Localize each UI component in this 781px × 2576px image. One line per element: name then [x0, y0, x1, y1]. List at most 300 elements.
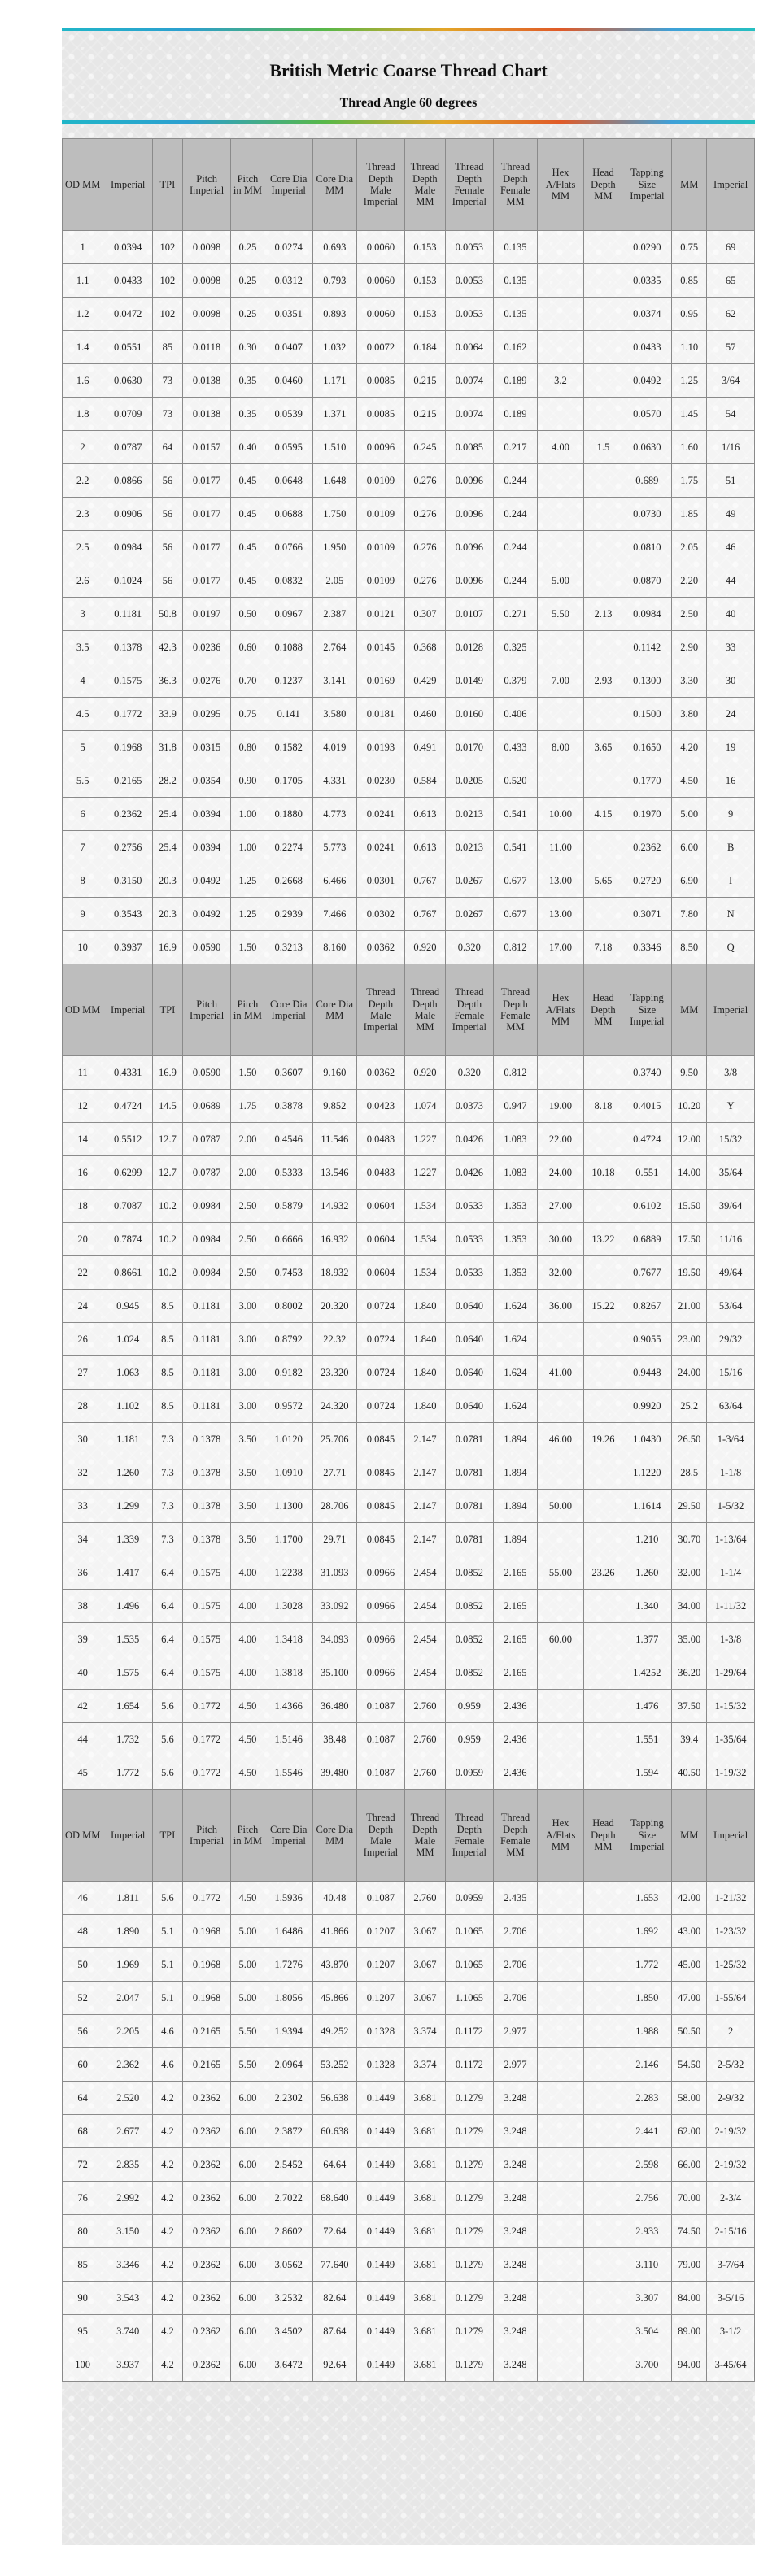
- table-cell: 1.624: [494, 1390, 537, 1423]
- table-cell: 0.25: [231, 298, 264, 331]
- table-cell: [584, 564, 622, 598]
- table-cell: 1.1700: [264, 1523, 313, 1556]
- table-cell: 1.5546: [264, 1756, 313, 1790]
- table-cell: 4.2: [153, 2282, 183, 2315]
- table-cell: 24.00: [672, 1356, 707, 1390]
- table-cell: 4.2: [153, 2248, 183, 2282]
- table-cell: 4.00: [231, 1623, 264, 1656]
- table-cell: 0.0781: [445, 1490, 494, 1523]
- table-cell: 62.00: [672, 2115, 707, 2148]
- table-row: [63, 664, 755, 698]
- table-cell: 0.1279: [445, 2182, 494, 2215]
- table-cell: 0.0213: [445, 798, 494, 831]
- table-cell: 0.4724: [103, 1090, 153, 1123]
- table-cell: 0.0138: [182, 398, 231, 431]
- table-cell: 0.0781: [445, 1423, 494, 1456]
- table-cell: 5.6: [153, 1882, 183, 1915]
- column-header: Imperial: [103, 139, 153, 231]
- table-cell: 0.135: [494, 298, 537, 331]
- table-cell: 31.8: [153, 731, 183, 764]
- table-cell: 1.227: [405, 1123, 445, 1156]
- table-cell: 3.00: [231, 1390, 264, 1423]
- bottom-rainbow-rule: [62, 120, 755, 124]
- table-cell: 25.4: [153, 798, 183, 831]
- table-cell: 12.7: [153, 1156, 183, 1190]
- table-cell: 7.3: [153, 1423, 183, 1456]
- table-cell: 1.210: [622, 1523, 672, 1556]
- table-cell: 32.00: [672, 1556, 707, 1590]
- table-cell: [584, 298, 622, 331]
- column-header: Thread Depth Female MM: [494, 964, 537, 1056]
- table-cell: 2-5/32: [707, 2048, 755, 2082]
- table-cell: 0.0230: [356, 764, 405, 798]
- table-cell: 0.1772: [182, 1690, 231, 1723]
- table-cell: 40.50: [672, 1756, 707, 1790]
- table-cell: 3.346: [103, 2248, 153, 2282]
- table-cell: 0.9572: [264, 1390, 313, 1423]
- table-cell: [537, 1690, 584, 1723]
- table-cell: 0.0213: [445, 831, 494, 864]
- table-cell: 19.00: [537, 1090, 584, 1123]
- table-cell: 64: [153, 431, 183, 464]
- table-cell: 0.1172: [445, 2015, 494, 2048]
- column-header: Head Depth MM: [584, 139, 622, 231]
- table-cell: 0.0098: [182, 231, 231, 264]
- table-row: [63, 1915, 755, 1948]
- table-cell: 0.379: [494, 664, 537, 698]
- header-row: [63, 964, 755, 1056]
- table-cell: 27: [63, 1356, 103, 1390]
- table-cell: 0.1279: [445, 2215, 494, 2248]
- thread-chart-sheet: [62, 28, 755, 2545]
- table-cell: 2.00: [231, 1123, 264, 1156]
- table-cell: 0.2362: [182, 2248, 231, 2282]
- table-cell: 5.65: [584, 864, 622, 898]
- table-cell: [537, 2048, 584, 2082]
- table-cell: 0.1279: [445, 2315, 494, 2348]
- table-cell: 0.8792: [264, 1323, 313, 1356]
- table-cell: 1-19/32: [707, 1756, 755, 1790]
- table-cell: 3.681: [405, 2148, 445, 2182]
- table-cell: 50.8: [153, 598, 183, 631]
- column-header: Head Depth MM: [584, 1790, 622, 1882]
- table-cell: 0.2939: [264, 898, 313, 931]
- table-cell: 35.00: [672, 1623, 707, 1656]
- table-cell: 0.0362: [356, 931, 405, 964]
- table-cell: 56: [63, 2015, 103, 2048]
- table-cell: 5.50: [231, 2048, 264, 2082]
- table-row: [63, 2348, 755, 2382]
- table-cell: 0.0170: [445, 731, 494, 764]
- table-cell: 11.546: [313, 1123, 356, 1156]
- table-cell: [537, 2348, 584, 2382]
- table-cell: [584, 1590, 622, 1623]
- table-cell: 0.45: [231, 531, 264, 564]
- column-header: OD MM: [63, 1790, 103, 1882]
- table-cell: 1.1300: [264, 1490, 313, 1523]
- table-cell: 0.244: [494, 564, 537, 598]
- table-cell: 1.50: [231, 1056, 264, 1090]
- table-cell: 0.6299: [103, 1156, 153, 1190]
- table-cell: 56: [153, 531, 183, 564]
- table-cell: 0.0060: [356, 264, 405, 298]
- table-cell: 24.320: [313, 1390, 356, 1423]
- table-cell: 1-15/32: [707, 1690, 755, 1723]
- table-cell: 3.374: [405, 2015, 445, 2048]
- table-cell: [537, 1456, 584, 1490]
- table-cell: 5.00: [231, 1948, 264, 1982]
- table-cell: 38: [63, 1590, 103, 1623]
- table-cell: 1.648: [313, 464, 356, 498]
- table-cell: 2.520: [103, 2082, 153, 2115]
- table-row: [63, 1623, 755, 1656]
- table-cell: 2.677: [103, 2115, 153, 2148]
- table-cell: 2.93: [584, 664, 622, 698]
- table-cell: I: [707, 864, 755, 898]
- table-cell: 24: [63, 1290, 103, 1323]
- table-cell: 64.64: [313, 2148, 356, 2182]
- table-cell: [537, 1756, 584, 1790]
- column-header: Core Dia Imperial: [264, 964, 313, 1056]
- table-cell: 0.0533: [445, 1256, 494, 1290]
- table-cell: [537, 1915, 584, 1948]
- table-cell: 50.50: [672, 2015, 707, 2048]
- table-cell: 0.8661: [103, 1256, 153, 1290]
- table-cell: 33: [63, 1490, 103, 1523]
- table-cell: 0.0109: [356, 464, 405, 498]
- table-cell: 0.9448: [622, 1356, 672, 1390]
- table-cell: 0.0160: [445, 698, 494, 731]
- table-cell: 2.0964: [264, 2048, 313, 2082]
- table-cell: 3/8: [707, 1056, 755, 1090]
- table-cell: 0.307: [405, 598, 445, 631]
- table-cell: 0.0630: [622, 431, 672, 464]
- table-cell: 0.0109: [356, 498, 405, 531]
- table-cell: 0.1449: [356, 2348, 405, 2382]
- column-header: MM: [672, 964, 707, 1056]
- table-cell: 0.0096: [445, 564, 494, 598]
- table-cell: 39.480: [313, 1756, 356, 1790]
- table-cell: 0.0312: [264, 264, 313, 298]
- table-cell: 2.760: [405, 1690, 445, 1723]
- table-cell: 29/32: [707, 1323, 755, 1356]
- table-cell: 1-35/64: [707, 1723, 755, 1756]
- table-cell: 1.811: [103, 1882, 153, 1915]
- table-cell: 0.945: [103, 1290, 153, 1323]
- table-cell: 0.276: [405, 498, 445, 531]
- table-cell: [537, 531, 584, 564]
- table-cell: 1.551: [622, 1723, 672, 1756]
- table-cell: 33.092: [313, 1590, 356, 1623]
- table-cell: 0.1575: [103, 664, 153, 698]
- table-cell: 3.248: [494, 2315, 537, 2348]
- table-cell: 0.0570: [622, 398, 672, 431]
- table-cell: 11/16: [707, 1223, 755, 1256]
- table-cell: 26: [63, 1323, 103, 1356]
- table-row: [63, 1223, 755, 1256]
- column-header: TPI: [153, 1790, 183, 1882]
- table-cell: 0.0870: [622, 564, 672, 598]
- table-cell: 5.1: [153, 1915, 183, 1948]
- table-cell: 33.9: [153, 698, 183, 731]
- table-cell: 5.1: [153, 1982, 183, 2015]
- table-cell: 48: [63, 1915, 103, 1948]
- table-cell: 1.624: [494, 1290, 537, 1323]
- table-cell: 36.480: [313, 1690, 356, 1723]
- table-cell: 10.20: [672, 1090, 707, 1123]
- table-cell: 0.244: [494, 531, 537, 564]
- table-cell: 0.491: [405, 731, 445, 764]
- table-cell: 3-1/2: [707, 2315, 755, 2348]
- table-cell: [537, 231, 584, 264]
- table-cell: 13.22: [584, 1223, 622, 1256]
- table-cell: 1.2238: [264, 1556, 313, 1590]
- table-cell: 42: [63, 1690, 103, 1723]
- table-cell: 8.5: [153, 1390, 183, 1423]
- table-cell: 5.6: [153, 1723, 183, 1756]
- table-cell: 1.7276: [264, 1948, 313, 1982]
- table-cell: 1.260: [622, 1556, 672, 1590]
- table-cell: 6.00: [672, 831, 707, 864]
- table-cell: 82.64: [313, 2282, 356, 2315]
- table-cell: 1.750: [313, 498, 356, 531]
- table-cell: 0.2362: [622, 831, 672, 864]
- table-cell: 0.1772: [182, 1756, 231, 1790]
- table-cell: 0.1024: [103, 564, 153, 598]
- table-cell: [584, 2248, 622, 2282]
- table-cell: 0.1705: [264, 764, 313, 798]
- table-row: [63, 1948, 755, 1982]
- table-cell: 0.1500: [622, 698, 672, 731]
- table-cell: 0.0145: [356, 631, 405, 664]
- table-cell: 3.681: [405, 2282, 445, 2315]
- table-cell: 0.0276: [182, 664, 231, 698]
- table-cell: 0.1378: [182, 1456, 231, 1490]
- table-cell: 0.1449: [356, 2082, 405, 2115]
- table-cell: 0.0967: [264, 598, 313, 631]
- table-cell: 1-29/64: [707, 1656, 755, 1690]
- table-cell: 47.00: [672, 1982, 707, 2015]
- table-cell: 4: [63, 664, 103, 698]
- table-cell: 4.20: [672, 731, 707, 764]
- table-cell: 23.26: [584, 1556, 622, 1590]
- table-cell: 0.189: [494, 398, 537, 431]
- table-row: [63, 564, 755, 598]
- table-cell: 1.894: [494, 1423, 537, 1456]
- table-cell: 6.00: [231, 2348, 264, 2382]
- table-cell: 6.00: [231, 2148, 264, 2182]
- table-cell: 0.1065: [445, 1915, 494, 1948]
- table-row: [63, 1882, 755, 1915]
- table-cell: 0.0460: [264, 364, 313, 398]
- table-cell: 0.0295: [182, 698, 231, 731]
- table-cell: 0.0852: [445, 1556, 494, 1590]
- table-cell: 102: [153, 298, 183, 331]
- table-cell: 0.95: [672, 298, 707, 331]
- table-cell: 5.1: [153, 1948, 183, 1982]
- table-cell: 0.7087: [103, 1190, 153, 1223]
- table-cell: 0.1065: [445, 1948, 494, 1982]
- table-cell: 4.50: [231, 1723, 264, 1756]
- table-cell: [584, 2215, 622, 2248]
- table-cell: 0.9920: [622, 1390, 672, 1423]
- table-cell: 1.340: [622, 1590, 672, 1623]
- table-cell: 3.248: [494, 2115, 537, 2148]
- column-header: Thread Depth Male Imperial: [356, 139, 405, 231]
- table-cell: [537, 331, 584, 364]
- table-cell: [537, 1390, 584, 1423]
- table-cell: 0.0966: [356, 1556, 405, 1590]
- column-header: TPI: [153, 964, 183, 1056]
- table-row: [63, 2182, 755, 2215]
- table-cell: 0.2668: [264, 864, 313, 898]
- table-cell: 0.0053: [445, 298, 494, 331]
- table-cell: 0.6666: [264, 1223, 313, 1256]
- table-row: [63, 1523, 755, 1556]
- table-cell: 45.00: [672, 1948, 707, 1982]
- table-cell: 0.2362: [182, 2315, 231, 2348]
- table-cell: 45.866: [313, 1982, 356, 2015]
- table-cell: [584, 631, 622, 664]
- table-cell: 0.0193: [356, 731, 405, 764]
- table-cell: 1.45: [672, 398, 707, 431]
- table-cell: 0.1237: [264, 664, 313, 698]
- table-cell: 8.5: [153, 1356, 183, 1390]
- table-cell: 10.2: [153, 1256, 183, 1290]
- table-cell: 1.4252: [622, 1656, 672, 1690]
- table-cell: 10: [63, 931, 103, 964]
- table-cell: Q: [707, 931, 755, 964]
- table-cell: 5.6: [153, 1690, 183, 1723]
- table-cell: 2.977: [494, 2048, 537, 2082]
- table-cell: 0.0169: [356, 664, 405, 698]
- table-cell: 60: [63, 2048, 103, 2082]
- table-cell: 3.067: [405, 1948, 445, 1982]
- header-row: [63, 1790, 755, 1882]
- table-cell: [537, 1523, 584, 1556]
- table-cell: [584, 1948, 622, 1982]
- table-cell: 0.0335: [622, 264, 672, 298]
- table-cell: 0.276: [405, 564, 445, 598]
- table-cell: 2.147: [405, 1456, 445, 1490]
- table-cell: 1.10: [672, 331, 707, 364]
- table-cell: 13.00: [537, 898, 584, 931]
- table-cell: 6.90: [672, 864, 707, 898]
- column-header: Thread Depth Male MM: [405, 139, 445, 231]
- table-cell: 1.353: [494, 1256, 537, 1290]
- table-cell: [537, 2315, 584, 2348]
- table-cell: 89.00: [672, 2315, 707, 2348]
- column-header: Thread Depth Male Imperial: [356, 1790, 405, 1882]
- table-cell: 0.0085: [356, 364, 405, 398]
- table-cell: 2.454: [405, 1656, 445, 1690]
- table-cell: 30: [707, 664, 755, 698]
- table-cell: 3.681: [405, 2182, 445, 2215]
- table-cell: 10.2: [153, 1223, 183, 1256]
- table-cell: 1.969: [103, 1948, 153, 1982]
- table-cell: [584, 2282, 622, 2315]
- table-cell: 0.0787: [103, 431, 153, 464]
- table-cell: 0.320: [445, 1056, 494, 1090]
- table-cell: 4.2: [153, 2182, 183, 2215]
- table-cell: 3.067: [405, 1915, 445, 1948]
- table-cell: [537, 2082, 584, 2115]
- table-cell: 3.248: [494, 2148, 537, 2182]
- table-cell: 3.307: [622, 2282, 672, 2315]
- table-cell: 10.2: [153, 1190, 183, 1223]
- table-cell: 0.0492: [182, 898, 231, 931]
- table-cell: 4.331: [313, 764, 356, 798]
- table-row: [63, 2015, 755, 2048]
- table-cell: 0.0098: [182, 264, 231, 298]
- table-cell: 2-19/32: [707, 2115, 755, 2148]
- thread-table: [62, 138, 755, 2382]
- table-row: [63, 2082, 755, 2115]
- table-cell: 0.677: [494, 898, 537, 931]
- table-cell: 0.959: [445, 1690, 494, 1723]
- table-cell: 4.15: [584, 798, 622, 831]
- table-cell: 0.244: [494, 498, 537, 531]
- table-cell: 29.50: [672, 1490, 707, 1523]
- table-cell: 8.5: [153, 1290, 183, 1323]
- table-cell: 1.25: [231, 898, 264, 931]
- table-cell: 5.00: [537, 564, 584, 598]
- table-cell: [584, 1623, 622, 1656]
- table-cell: 16: [707, 764, 755, 798]
- table-cell: 8.50: [672, 931, 707, 964]
- table-cell: 0.5333: [264, 1156, 313, 1190]
- table-cell: 1.102: [103, 1390, 153, 1423]
- table-cell: 0.677: [494, 864, 537, 898]
- table-cell: 1.2: [63, 298, 103, 331]
- table-cell: 3.2: [537, 364, 584, 398]
- table-cell: 0.0604: [356, 1190, 405, 1223]
- table-cell: 3.248: [494, 2182, 537, 2215]
- table-cell: 0.153: [405, 264, 445, 298]
- table-cell: 0.2274: [264, 831, 313, 864]
- table-cell: 2: [63, 431, 103, 464]
- table-cell: 11.00: [537, 831, 584, 864]
- table-cell: 1.024: [103, 1323, 153, 1356]
- table-cell: 0.0492: [622, 364, 672, 398]
- table-cell: [584, 2348, 622, 2382]
- table-cell: 25.2: [672, 1390, 707, 1423]
- column-header: Hex A/Flats MM: [537, 1790, 584, 1882]
- table-cell: [537, 764, 584, 798]
- table-cell: 0.1181: [182, 1323, 231, 1356]
- column-header: Core Dia Imperial: [264, 1790, 313, 1882]
- table-cell: 1.25: [231, 864, 264, 898]
- table-cell: 102: [153, 231, 183, 264]
- table-row: [63, 1423, 755, 1456]
- table-cell: 15/16: [707, 1356, 755, 1390]
- column-header: Thread Depth Female MM: [494, 139, 537, 231]
- table-cell: 0.920: [405, 931, 445, 964]
- table-cell: [584, 2048, 622, 2082]
- table-cell: 68: [63, 2115, 103, 2148]
- table-cell: 0.0709: [103, 398, 153, 431]
- table-cell: 0.1279: [445, 2282, 494, 2315]
- table-cell: 16.9: [153, 931, 183, 964]
- table-cell: 3.2532: [264, 2282, 313, 2315]
- table-cell: 5.6: [153, 1756, 183, 1790]
- table-cell: 3.248: [494, 2348, 537, 2382]
- table-cell: 0.0866: [103, 464, 153, 498]
- table-cell: 0.0959: [445, 1882, 494, 1915]
- table-cell: 0.0787: [182, 1123, 231, 1156]
- table-cell: 0.1449: [356, 2315, 405, 2348]
- table-cell: 4.2: [153, 2082, 183, 2115]
